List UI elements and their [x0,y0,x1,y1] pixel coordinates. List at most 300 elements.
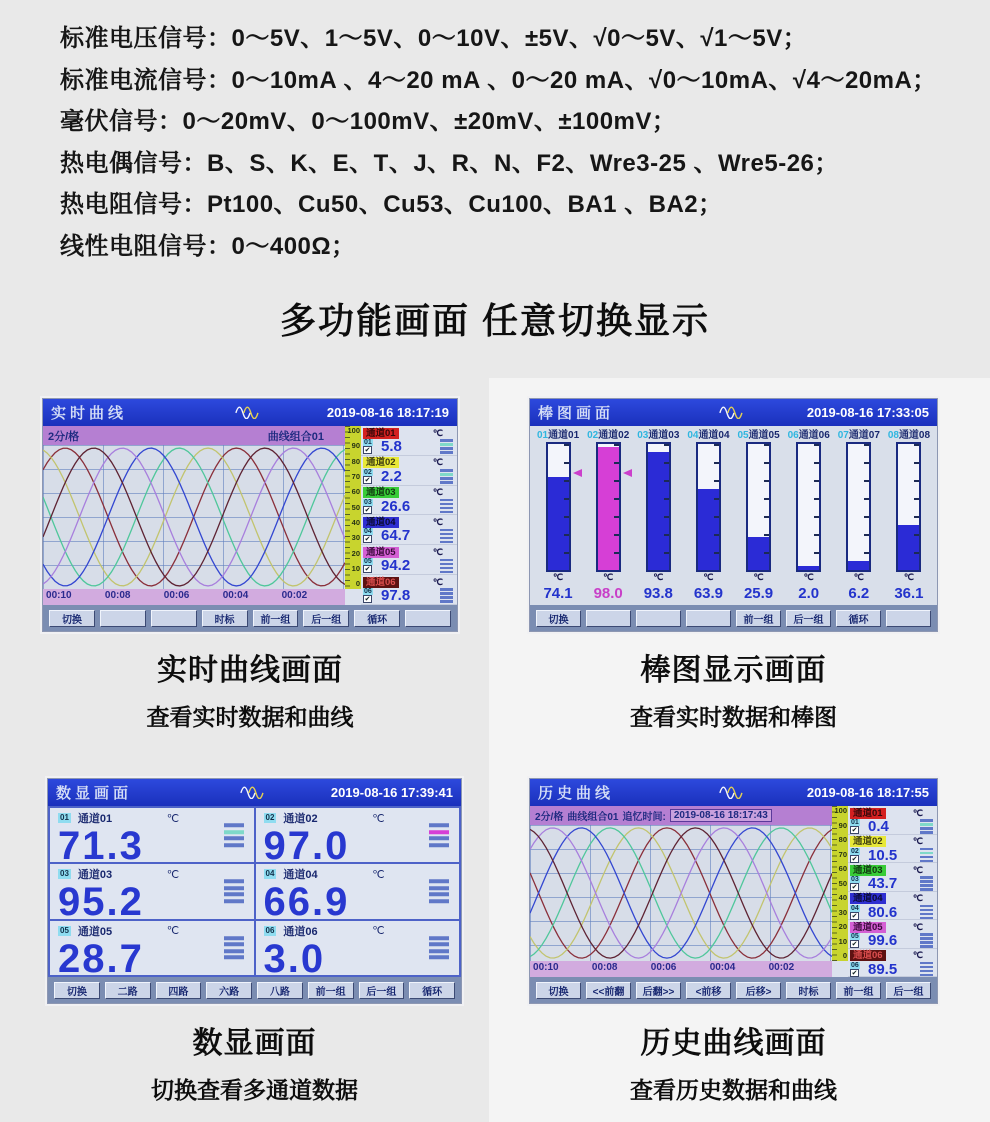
unit-label: ℃ [432,576,443,587]
channel-name-label: 通道05 [850,922,886,933]
channel-name-label: 通道06 [798,430,830,441]
bar-ticks [814,444,819,570]
spec-line [60,184,937,226]
unit-label: ℃ [912,836,923,846]
screen-header [48,779,461,806]
next-group-button[interactable]: 后一组 [303,610,349,627]
spec-line [60,226,937,268]
channel-value: 64.7 [381,527,411,545]
unit-label: ℃ [166,812,180,825]
spec-value: 0～20mV、0～100mV、±20mV、±100mV； [182,108,677,135]
channel-number-badge: 07 [837,430,849,441]
blank-button[interactable] [686,610,731,627]
signal-bars-icon [224,880,244,904]
screen-title: 棒图画面 [538,405,615,422]
caption-digital [47,1018,462,1105]
signal-bars-icon [440,529,453,544]
prev-group-button[interactable]: 前一组 [736,610,781,627]
scale-tick: 20 [838,922,847,932]
channel-checkbox[interactable]: ✔ [851,827,858,834]
move-back-button[interactable]: <前移 [686,982,731,999]
channel-row [848,892,937,921]
channel-name-label: 通道03 [850,865,886,876]
bar-gauge[interactable] [846,442,871,572]
bar-ticks [714,444,719,570]
channel-checkbox[interactable]: ✔ [851,855,858,863]
bar-ticks [564,444,569,570]
digital-cell[interactable] [50,864,254,918]
time-label: 00:06 [650,962,677,973]
scale-tick: 60 [351,487,360,497]
unit-label: ℃ [912,864,923,875]
signal-bars-icon [920,819,933,834]
channel-value: 5.8 [381,438,402,455]
channel-number-badge: 06 [851,961,859,969]
unit-label: ℃ [166,925,180,938]
bar-channel-label [784,426,834,442]
channel-name-label: 通道03 [363,487,399,498]
bar-value-row [533,585,934,605]
prev-group-button[interactable]: 前一组 [253,610,299,627]
channel-checkbox[interactable]: ✔ [364,566,371,574]
signal-specs [60,18,937,267]
screen-header [530,399,937,426]
channel-checkbox[interactable]: ✔ [364,447,371,454]
unit-label: ℃ [853,572,864,582]
channel-value: 2.2 [381,467,402,485]
channel-number-badge: 03 [60,869,69,879]
button-bar [48,977,461,1003]
bar-channel-label [583,426,633,442]
time-label: 00:04 [709,962,736,973]
digital-cell[interactable] [50,921,254,975]
scale-tick: 100 [347,426,360,435]
digital-display-screen [47,778,462,1004]
spec-line [60,60,937,102]
channel-checkbox[interactable]: ✔ [851,884,858,891]
screen-datetime: 2019-08-16 18:17:19 [326,405,449,420]
channel-checkbox[interactable]: ✔ [851,912,858,920]
channel-name-label: 通道07 [848,430,880,441]
chart-subheader [43,426,345,445]
channel-number-badge: 03 [851,876,859,883]
signal-bars-icon [440,469,453,484]
bar-label-row [533,426,934,442]
channel-number-badge: 01 [851,819,859,826]
channel-value: 89.5 [868,960,898,978]
bar-channel-label [683,426,733,442]
channel-name-label: 通道06 [850,950,886,961]
channel-checkbox[interactable]: ✔ [364,506,371,514]
caption-title: 实时曲线画面 [157,654,343,687]
bar-graph-screen [529,398,938,632]
channel-name-label: 通道01 [548,430,580,441]
channel-number-badge: 05 [851,933,859,940]
unit-label: ℃ [603,572,614,582]
unit-label: ℃ [912,950,923,960]
signal-bars-icon [224,823,244,847]
button-bar [530,977,937,1003]
signal-bars-icon [429,936,449,960]
spec-value: 0～400Ω； [231,232,356,260]
unit-label: ℃ [372,925,385,938]
scale-tick: 50 [838,878,847,888]
screen-datetime: 2019-08-16 17:39:41 [330,785,453,800]
eight-channel-button[interactable]: 八路 [257,982,303,999]
unit-label: ℃ [166,868,180,881]
scale-tick: 20 [351,548,360,558]
history-curve-screen [529,778,938,1004]
channel-name-label: 通道01 [850,808,886,819]
move-forward-button[interactable]: 后移> [736,982,781,999]
digital-cell[interactable] [256,921,460,975]
channel-value: 98.0 [593,585,623,602]
unit-label: ℃ [703,572,714,582]
channel-name-label: 通道06 [363,577,399,588]
signal-bars-icon [440,499,453,514]
channel-name-label: 通道06 [283,925,318,938]
signal-bars-icon [920,905,933,920]
unit-label: ℃ [912,807,923,818]
channel-value: 10.5 [868,846,898,864]
chart-zone [530,806,832,977]
channel-row [361,575,457,605]
section-heading: 多功能画面 任意切换显示 [279,300,710,341]
bar-channel-label [633,426,683,442]
channel-value: 99.6 [868,932,898,949]
bar-gauge[interactable] [696,442,721,572]
scale-tick: 30 [838,907,847,917]
time-label: 00:10 [533,962,559,973]
unit-label: ℃ [653,572,664,582]
blank-button[interactable] [586,610,631,627]
switch-button[interactable]: 切换 [54,982,100,999]
unit-label: ℃ [803,572,814,582]
channel-value: 97.0 [263,824,350,863]
scale-tick: 90 [838,820,847,830]
channel-number-badge: 02 [364,468,372,476]
channel-row [361,426,457,456]
channel-checkbox[interactable]: ✔ [364,476,371,484]
spec-value: 0～5V、1～5V、0～10V、±5V、√0～5V、√1～5V； [231,25,808,52]
channel-name-label: 通道03 [648,430,680,441]
channel-value: 93.8 [643,585,673,602]
spec-label: 热电偶信号： [60,149,207,177]
spec-label: 标准电流信号： [60,66,232,94]
next-group-button[interactable]: 后一组 [786,610,831,627]
switch-button[interactable]: 切换 [49,610,95,627]
scale-tick: 50 [351,502,360,512]
screen-title: 历史曲线 [538,785,615,802]
bar-column [734,442,784,572]
recall-time-value[interactable]: 2019-08-16 18:17:43 [670,809,772,822]
signal-bars-icon [920,933,933,948]
channel-value: 26.6 [381,497,411,515]
bar-ticks [864,444,869,570]
channel-name-label: 通道02 [598,430,630,441]
scale-tick: 30 [351,533,360,543]
channel-value: 43.7 [868,875,898,892]
unit-label: ℃ [372,868,385,881]
bar-column [533,442,583,572]
time-label: 00:08 [591,962,618,973]
channel-name-label: 通道01 [363,428,399,439]
caption-history [529,1018,938,1105]
brand-wave-icon [719,405,749,424]
bar-ticks [614,444,619,570]
channel-number-badge: 04 [265,869,275,879]
channel-number-badge: 06 [265,925,275,935]
bar-gauge[interactable] [596,442,621,572]
channel-name-label: 通道04 [283,869,318,882]
switch-button[interactable]: 切换 [536,982,581,999]
scale-tick: 80 [351,456,360,466]
channel-value: 71.3 [58,824,144,863]
channel-row [848,949,937,978]
scale-strip [832,806,848,961]
spec-label: 标准电压信号： [60,25,232,52]
spec-line [60,101,937,143]
channel-name-label: 通道05 [77,925,113,938]
two-channel-button[interactable]: 二路 [105,982,151,999]
signal-bars-icon [440,559,453,574]
channel-number-badge: 01 [60,813,69,822]
time-label: 00:08 [104,590,131,601]
signal-bars-icon [440,588,453,603]
scale-tick: 70 [351,472,360,482]
six-channel-button[interactable]: 六路 [206,982,252,999]
button-bar [530,605,937,631]
scale-tick: 10 [351,564,360,574]
signal-bars-icon [429,880,449,904]
screen-header [43,399,457,426]
bar-channel-label [734,426,784,442]
caption-subtitle: 查看实时数据和棒图 [630,704,837,730]
caption-title: 数显画面 [192,1027,317,1060]
curve-group-label: 曲线组合01 [267,430,324,443]
alarm-marker-icon [573,469,582,477]
scale-tick: 40 [351,518,360,528]
channel-value: 0.4 [868,818,889,835]
spec-label: 毫伏信号： [60,108,183,135]
brand-wave-icon [240,785,270,804]
channel-value: 28.7 [58,936,144,975]
recall-time-label: 追忆时间: [622,812,666,823]
channel-number-badge: 05 [364,558,372,566]
digital-cell[interactable] [50,808,254,862]
channel-number-badge: 06 [787,430,799,441]
channel-name-label: 通道04 [850,893,886,904]
blank-button[interactable] [886,610,931,627]
next-group-button[interactable]: 后一组 [359,982,405,999]
digital-cell[interactable] [256,864,460,918]
alarm-marker-icon [623,469,632,477]
channel-number-badge: 03 [364,498,372,506]
channel-value: 6.2 [848,585,870,602]
channel-checkbox[interactable]: ✔ [364,596,371,604]
timescale-button[interactable]: 时标 [786,982,831,999]
channel-checkbox[interactable]: ✔ [364,536,371,544]
curve-group-label: 曲线组合01 [567,812,619,823]
unit-label: ℃ [432,546,443,557]
channel-row [361,545,457,575]
signal-bars-icon [429,823,449,847]
caption-subtitle: 查看历史数据和曲线 [630,1077,837,1103]
scale-tick: 40 [838,893,847,903]
bar-column [884,442,934,572]
bar-gauge[interactable] [896,442,921,572]
channel-value: 95.2 [58,880,144,919]
caption-subtitle: 切换查看多通道数据 [151,1077,358,1103]
cycle-button[interactable]: 循环 [836,610,881,627]
channel-row [361,456,457,486]
scale-strip [345,426,361,589]
bar-column [784,442,834,572]
channel-name-label: 通道02 [283,813,318,825]
channel-value: 94.2 [381,557,411,575]
time-axis [530,961,832,977]
timescale-button[interactable]: 时标 [202,610,248,627]
channel-value: 80.6 [868,903,898,921]
bar-channel-label [884,426,934,442]
channel-value: 63.9 [693,585,724,602]
spec-value: Pt100、Cu50、Cu53、Cu100、BA1 、BA2； [207,191,723,218]
signal-bars-icon [224,936,244,960]
channel-checkbox[interactable]: ✔ [851,969,858,977]
switch-button[interactable]: 切换 [536,610,581,627]
screen-datetime: 2019-08-16 18:17:55 [806,785,929,800]
channel-value: 25.9 [743,585,774,602]
channel-name-label: 通道01 [77,813,113,825]
channel-value: 2.0 [798,585,820,602]
time-per-div-label: 2分/格 [48,430,80,443]
page-back-button[interactable]: <<前翻 [586,982,631,999]
blank-button[interactable] [405,610,451,627]
channel-name-label: 通道04 [698,430,730,441]
unit-label: ℃ [912,921,923,932]
screen-header [530,779,937,806]
scale-tick: 80 [838,835,847,845]
spec-line [60,143,937,185]
four-channel-button[interactable]: 四路 [156,982,202,999]
bar-ticks [914,444,919,570]
channel-name-label: 通道08 [898,430,931,441]
screen-title: 实时曲线 [51,405,128,422]
bar-gauge[interactable] [546,442,571,572]
time-label: 00:04 [222,590,249,601]
chart-zone [43,426,345,605]
bar-column [683,442,733,572]
unit-label: ℃ [432,487,443,498]
scale-tick: 70 [838,849,847,859]
blank-button[interactable] [100,610,146,627]
scale-tick: 100 [834,806,847,815]
spec-label: 热电阻信号： [60,191,207,218]
chart-subheader [530,806,832,825]
channel-row [848,863,937,892]
scale-tick: 90 [351,441,360,451]
page-forward-button[interactable]: 后翻>> [636,982,681,999]
unit-label: ℃ [432,516,443,527]
prev-group-button[interactable]: 前一组 [836,982,881,999]
cycle-button[interactable]: 循环 [354,610,400,627]
channel-name-label: 通道02 [363,457,399,468]
brand-wave-icon [719,785,749,804]
bar-gauge[interactable] [746,442,771,572]
button-bar [43,605,457,631]
blank-button[interactable] [636,610,681,627]
bar-gauge[interactable] [796,442,821,572]
bar-ticks [764,444,769,570]
unit-label: ℃ [903,572,914,582]
spec-value: 0～10mA 、4～20 mA 、0～20 mA、√0～10mA、√4～20mA； [231,66,937,94]
channel-value: 97.8 [381,587,411,605]
blank-button[interactable] [151,610,197,627]
channel-number-badge: 06 [364,588,372,596]
bar-column [633,442,683,572]
screen-body [530,426,937,605]
prev-group-button[interactable]: 前一组 [308,982,354,999]
channel-name-label: 通道04 [363,517,399,528]
scale-tick: 10 [838,936,847,946]
unit-label: ℃ [912,893,923,903]
spec-value: B、S、K、E、T、J、R、N、F2、Wre3-25 、Wre5-26； [207,149,839,177]
channel-number-badge: 03 [637,430,649,441]
bar-gauge[interactable] [646,442,671,572]
next-group-button[interactable]: 后一组 [886,982,931,999]
unit-label: ℃ [753,572,764,582]
bar-channel-label [834,426,884,442]
caption-realtime [42,645,458,732]
channel-number-badge: 04 [687,430,699,441]
time-label: 00:02 [768,962,795,973]
channel-checkbox[interactable]: ✔ [851,941,858,948]
channel-number-badge: 01 [364,439,372,446]
digital-cell[interactable] [256,808,460,862]
channel-row [848,835,937,864]
channel-number-badge: 05 [737,430,749,441]
time-label: 00:10 [46,590,72,601]
curve-chart [530,825,832,961]
screen-body [530,806,937,977]
signal-bars-icon [920,848,933,863]
spec-line [60,18,937,60]
cycle-button[interactable]: 循环 [409,982,455,999]
channel-number-badge: 05 [60,925,69,935]
caption-subtitle: 查看实时数据和曲线 [146,704,354,730]
bar-column [834,442,884,572]
channel-number-badge: 02 [851,847,859,855]
scale-tick: 0 [842,951,847,961]
channel-row [361,515,457,545]
time-label: 00:06 [163,590,190,601]
bar-ticks [664,444,669,570]
screen-body [48,806,461,977]
channel-panel [361,426,457,605]
realtime-curve-screen [42,398,458,632]
time-per-div-label: 2分/格 [535,812,564,823]
brand-wave-icon [235,405,265,424]
channel-value: 3.0 [263,936,326,975]
channel-number-badge: 01 [536,430,549,441]
scale-tick: 0 [355,579,360,589]
channel-number-badge: 02 [587,430,599,441]
unit-label: ℃ [432,457,443,468]
signal-bars-icon [920,876,933,891]
caption-title: 历史曲线画面 [640,1027,827,1060]
signal-bars-icon [920,962,933,977]
curve-chart [43,445,345,589]
